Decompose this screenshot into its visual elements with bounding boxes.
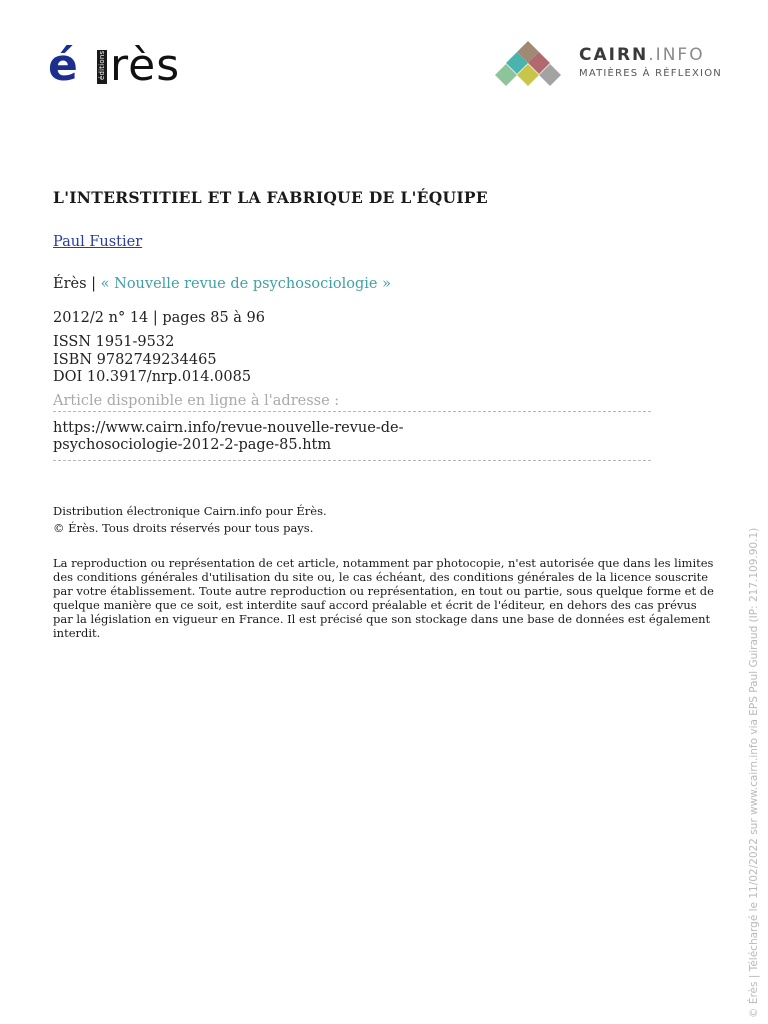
download-watermark: © Érès | Téléchargé le 11/02/2022 sur www.cairn.info via EPS Paul Guiraud (IP: 217.109.90.1) — [748, 527, 760, 1018]
eres-logo-text: rès — [110, 40, 181, 91]
distribution-info — [53, 503, 653, 538]
legal-notice: La reproduction ou représentation de cet article, notamment par photocopie, n'est autorisée que dans les limites des conditions générales d'utilisation du site ou, le cas échéant, des conditions générales de la licence souscrite par votre établissement. Toute autre reproduction ou représentation, en tout ou partie, sous quelque forme et de quelque manière que ce soit, est interdite sauf accord préalable et écrit de l'éditeur, en dehors des cas prévus par la législation en vigueur en France. Il est précisé que son stockage dans une base de données est également interdit. — [53, 555, 714, 640]
article-info — [53, 186, 714, 640]
distribution-line: Distribution électronique Cairn.info pour Érès. — [53, 503, 327, 518]
eres-logo-editions-text: éditions — [98, 50, 106, 80]
publisher-name: Érès | — [53, 276, 97, 292]
issn: ISSN 1951-9532 — [53, 334, 175, 350]
article-title: L'INTERSTITIEL ET LA FABRIQUE DE L'ÉQUIPE — [53, 188, 488, 207]
isbn: ISBN 9782749234465 — [53, 351, 217, 368]
identifiers — [53, 334, 653, 387]
journal-line — [53, 274, 653, 294]
eres-logo-e: é — [48, 40, 78, 91]
cairn-diamonds-icon — [488, 40, 572, 92]
article-url[interactable]: https://www.cairn.info/revue-nouvelle-revue-de-psychosociologie-2012-2-page-85.htm — [53, 419, 404, 453]
issue-info: 2012/2 n° 14 | pages 85 à 96 — [53, 310, 265, 326]
doi: DOI 10.3917/nrp.014.0085 — [53, 369, 252, 385]
copyright-line: © Érès. Tous droits réservés pour tous pays. — [53, 521, 314, 535]
eres-logo — [48, 38, 198, 94]
cairn-logo — [488, 40, 728, 92]
author-link[interactable]: Paul Fustier — [53, 234, 143, 250]
cairn-logo-brand: CAIRN.INFO — [579, 45, 705, 65]
journal-link[interactable]: « Nouvelle revue de psychosociologie » — [100, 276, 391, 292]
available-online-label: Article disponible en ligne à l'adresse : — [53, 392, 340, 409]
divider-bottom — [53, 460, 651, 461]
cairn-logo-tagline: MATIÈRES À RÉFLEXION — [579, 68, 722, 79]
